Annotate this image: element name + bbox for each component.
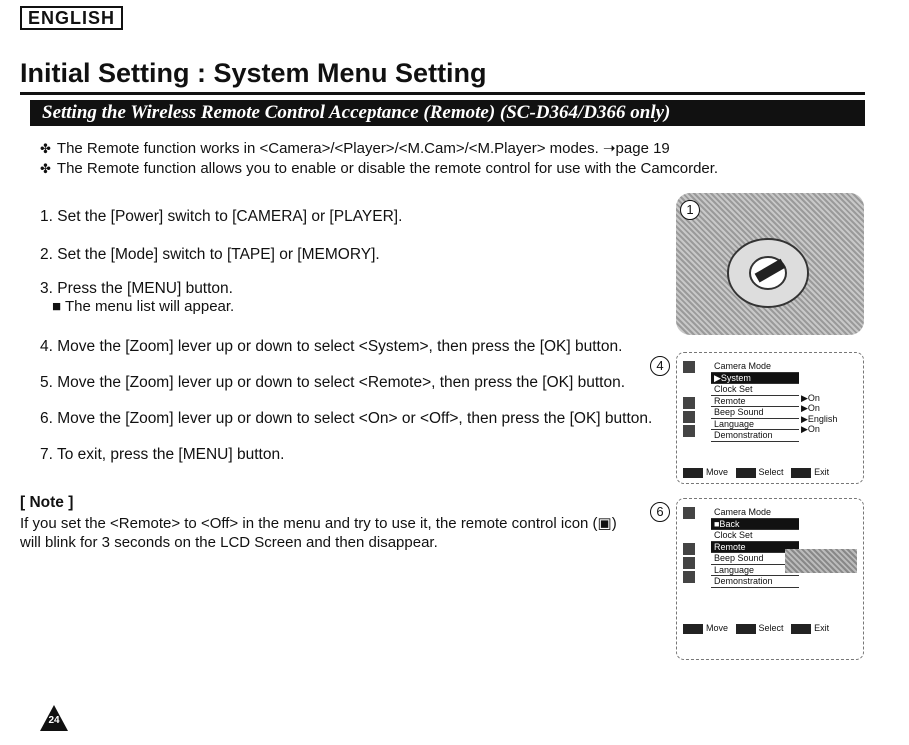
zoom-icon bbox=[683, 624, 703, 634]
menu-item: Camera Mode bbox=[711, 361, 799, 373]
camcorder-dial-photo bbox=[676, 193, 864, 335]
menu-value: ▶English bbox=[801, 413, 838, 424]
menu-item: Remote bbox=[711, 396, 799, 408]
step-4: 4. Move the [Zoom] lever up or down to select <System>, then press the [OK] button. bbox=[40, 338, 623, 355]
diamond-bullet-icon: ✤ bbox=[40, 161, 51, 176]
ok-icon bbox=[736, 468, 756, 478]
menu-item: Demonstration bbox=[711, 430, 799, 442]
step-3: 3. Press the [MENU] button. bbox=[40, 280, 233, 297]
menu-item-selected: ▶System bbox=[711, 373, 799, 385]
intro-bullet: ✤ The Remote function works in <Camera>/<Player>/<M.Cam>/<M.Player> modes. ➝page 19 bbox=[40, 140, 670, 157]
language-label: ENGLISH bbox=[20, 6, 123, 30]
menu-item: Language bbox=[711, 565, 799, 577]
menu-value: ▶On bbox=[801, 403, 820, 413]
diamond-bullet-icon: ✤ bbox=[40, 141, 51, 156]
menu-value: ▶On bbox=[801, 392, 820, 403]
menu-item-selected: ■Back bbox=[711, 519, 799, 531]
system-icon bbox=[683, 571, 695, 583]
menu-icon bbox=[791, 468, 811, 478]
memory-icon bbox=[683, 397, 695, 409]
figure-6-label: 6 bbox=[650, 502, 670, 522]
step-3-sub: ■ The menu list will appear. bbox=[52, 298, 235, 315]
menu-item: Beep Sound bbox=[711, 553, 799, 565]
figure-4-label: 4 bbox=[650, 356, 670, 376]
title-divider bbox=[20, 92, 865, 95]
step-1: 1. Set the [Power] switch to [CAMERA] or [PLAYER]. bbox=[40, 208, 403, 225]
camera-icon bbox=[683, 361, 695, 373]
zoom-icon bbox=[683, 468, 703, 478]
menu-values-4 bbox=[801, 393, 837, 435]
note-heading: [ Note ] bbox=[20, 494, 74, 511]
memory-icon bbox=[683, 543, 695, 555]
figure-1-label: 1 bbox=[680, 200, 700, 220]
menu-icon bbox=[791, 624, 811, 634]
system-icon bbox=[683, 425, 695, 437]
step-6: 6. Move the [Zoom] lever up or down to select <On> or <Off>, then press the [OK] button. bbox=[40, 410, 653, 427]
menu-item: Clock Set bbox=[711, 530, 799, 542]
page-title: Initial Setting : System Menu Setting bbox=[20, 58, 487, 88]
menu-footer-6: Move Select Exit bbox=[683, 623, 829, 634]
menu-screen-4 bbox=[676, 352, 864, 484]
menu-list-4 bbox=[711, 361, 799, 442]
menu-list-6 bbox=[711, 507, 799, 588]
menu-item: Demonstration bbox=[711, 576, 799, 588]
menu-footer-4: Move Select Exit bbox=[683, 467, 829, 478]
step-2: 2. Set the [Mode] switch to [TAPE] or [MEMORY]. bbox=[40, 246, 380, 263]
menu-item-highlighted: Remote bbox=[711, 542, 799, 554]
menu-item: Clock Set bbox=[711, 384, 799, 396]
settings-icon bbox=[683, 411, 695, 423]
menu-item: Camera Mode bbox=[711, 507, 799, 519]
intro-bullet: ✤ The Remote function allows you to enable or disable the remote control for use with the Camcorder. bbox=[40, 160, 719, 177]
step-7: 7. To exit, press the [MENU] button. bbox=[40, 446, 285, 463]
menu-value: ▶On bbox=[801, 424, 820, 434]
menu-item: Language bbox=[711, 419, 799, 431]
camera-icon bbox=[683, 507, 695, 519]
page-number: 24 bbox=[48, 715, 60, 726]
section-title: Setting the Wireless Remote Control Acceptance (Remote) (SC-D364/D366 only) bbox=[30, 100, 865, 126]
ok-icon bbox=[736, 624, 756, 634]
submenu-options-overlay bbox=[785, 549, 857, 573]
settings-icon bbox=[683, 557, 695, 569]
mode-dial-illustration bbox=[676, 193, 864, 335]
menu-screen-6 bbox=[676, 498, 864, 660]
step-5: 5. Move the [Zoom] lever up or down to select <Remote>, then press the [OK] button. bbox=[40, 374, 626, 391]
menu-item: Beep Sound bbox=[711, 407, 799, 419]
note-text: If you set the <Remote> to <Off> in the menu and try to use it, the remote control icon (▣) will blink for 3 seconds on the LCD Screen and then disappear. bbox=[20, 515, 617, 551]
